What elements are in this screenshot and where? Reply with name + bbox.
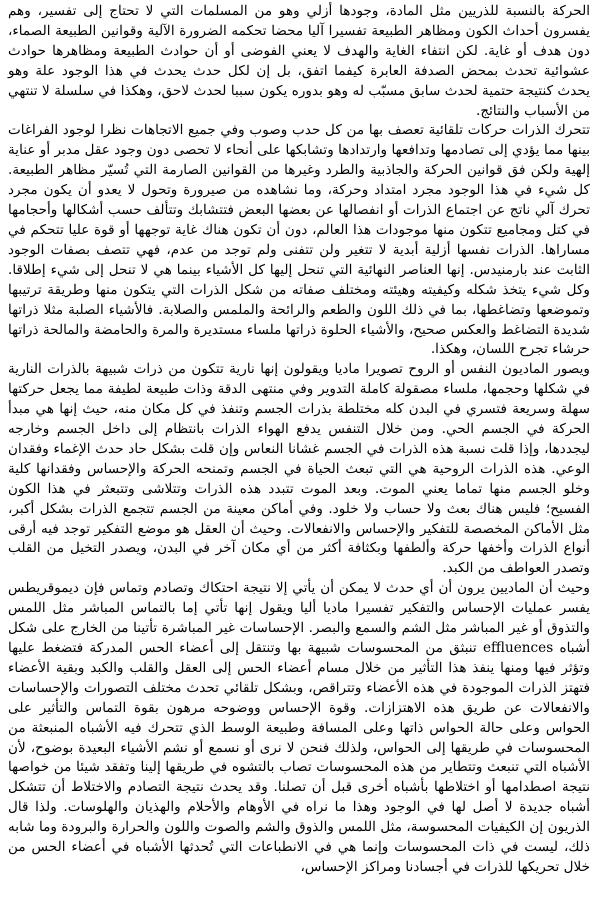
paragraph-atomism-causality: الحركة بالنسبة للذريين مثل المادة، وجودها أزلي وهو من المسلمات التي لا تحتاج إلى تفسير، وهم يفسرون أحداث الكون ومظاهر الطبيعة تفسيرا آليا محضا تحكمه الضرورة الآلية وقوانين الطبيعة الصماء، دون هدف أو غاية. لكن انتفاء الغاية والهدف لا يعني الفوضى أو أن حوادث الطبيعة ومظاهرها حوادث عشوائية تحدث بمحض الصدفة العابرة كيفما اتفق، بل إن لكل حدث يحدث في هذا الوجود علة وهو يحدث كنتيجة حتمية لحدث سابق مسبّب له وهو بدوره يكون سببا لحدث لاحق، وهكذا في سلسلة لا تنتهي من الأسباب والنتائج. bbox=[8, 3, 590, 119]
paragraph-atom-motion: تتحرك الذرات حركات تلقائية تعصف بها من كل حدب وصوب وفي جميع الاتجاهات نظرا لوجود الفراغات بينها مما يؤدي إلى تصادمها وتدافعها وارتدادها وتشابكها على أنحاء لا تحصى دون وجود عقل مدبر أو عناية إلهية ولكن فق قوانين الحركة والجاذبية والطرد وغيرها من القوانين الصارمة التي تُسيّر مظاهر الطبيعة. كل شيء في هذا الوجود مجرد امتداد وحركة، وما نشاهده من صيرورة وتحول لا يعدو أن يكون مجرد تحرك آلي ناتج عن اجتماع الذرات أو انفصالها عن بعضها البعض فتتشابك وتتألف حسب أشكالها وأحجامها في كتل ومجاميع تتكون منها موجودات هذا العالم، دون أن تكون هناك غاية توجهها أو قوة عليا تتحكم في مساراها. الذرات نفسها أزلية أبدية لا تتغير ولن تتفنى ولم توجد من عدم، فهي تتصف بصفات الوجود الثابت عند بارمنيدس. إنها العناصر النهائية التي تنحل إليها كل الأشياء بينما هي لا تنحل إلى شيء إطلاقا. وكل شيء يتخذ شكله وكيفيته وهيئته ومختلف صفاته من شكل الذرات التي يتكون منها وطريقة ترتيبها وتموضعها وتضاغطها، بما في ذلك اللون والطعم والرائحة والملمس والصلابة. فالأشياء الصلبة مثلا ذراتها شديدة التضاغط والعكس صحيح، والأشياء الحلوة ذراتها ملساء مستديرة والمرة والحامضة والمالحة ذراتها حرشاء تجرح اللسان، وهكذا. bbox=[8, 122, 590, 358]
paragraph-perception: وحيث أن الماديين يرون أن أي حدث لا يمكن أن يأتي إلا نتيجة احتكاك وتصادم وتماس فإن ديموقريطس يفسر عمليات الإحساس والتفكير تفسيرا ماديا أليا ويقول إنها تأتي إما بالتماس المباشر مثل اللمس والتذوق أو غير المباشر مثل الشم والسمع والبصر. الإحساسات غير المباشرة تأتينا من الخارج على شكل أشباه effluences تنبثق من المحسوسات شبيهة بها وتنتقل إلى أعضاء الحس المدركة فتضغط عليها وتؤثر فيها ومنها ينفذ هذا التأثير من خلال مسام أعضاء الحس إلى العقل والقلب والكبد وبقية الأعضاء فتهتز الذرات الموجودة في هذه الأعضاء وتتراقص، وبشكل تلقائي تحدث مختلف التصورات والإحساسات والانفعالات عن طريق هذه الاهتزازات. وقوة الإحساس ووضوحه مرهون بقوة التماس والتأثير على الحواس وعلى حالة الحواس ذاتها وعلى المسافة وطبيعة الوسط الذي تتحرك فيه الأشباه المنبعثة من المحسوسات في طريقها إلى الحواس، ولذلك فنحن لا نرى أو نسمع أو نشم الأشياء البعيدة بوضوح، لأن الأشباه التي تنبعث وتتطاير من هذه المحسوسات تصاب بالتشوه في طريقها إلينا وتفقد شيئا من خواصها نتيجة اصطدامها أو اختلاطها بأشباه أخرى قبل أن تصلنا. وقد يحدث نتيجة التصادم والاختلاط أن تتشكل أشباه جديدة لا أصل لها في الوجود وهذا ما نراه في الأوهام والأحلام والهذيان والهلوسات. ولذا قال الذريون إن الكيفيات المحسوسة، مثل اللمس والذوق والشم والصوت واللون والحرارة والبرودة وما شابه ذلك، ليست في ذات المحسوسات وإنما هي في الانطباعات التي تُحدثها الأشباه في أعضاء الحس من خلال تحريكها للذرات في أجسادنا ومراكز الإحساس، bbox=[8, 580, 590, 875]
paragraph-soul-atoms: ويصور الماديون النفس أو الروح تصويرا ماديا ويقولون إنها نارية تتكون من ذرات شبيهة بالذرات النارية في شكلها وحجمها، ملساء مصقولة كاملة التدوير وفي منتهى الدقة وذات طبيعة لطيفة مما يجعل حركتها سهلة وسريعة فتسري في البدن كله مختلطة بذرات الجسم وتنفذ في كل مكان منه، حيث إنها هي مبدأ الحركة في الجسم الحي. ومن خلال التنفس يدفع الهواء الذرات بانتظام إلى داخل الجسم وخارجه ليجددها، وإذا قلت نسبة هذه الذرات في الجسم غشانا النعاس وإن قلت بشكل حاد حدث الإغماء وفقدان الوعي. هذه الذرات الروحية هي التي تبعث الحياة في الجسم وتمنحه الحركة والإحساس وفقدانها كلية وخلو الجسم منها تماما يعني الموت. وبعد الموت تتبدد هذه الذرات وتتلاشى وتتبعثر في هذا الكون الفسيح؛ فليس هناك بعث ولا حساب ولا خلود. وفي أماكن معينة من الجسم تتجمع الذرات بشكل أكبر، مثل الأماكن المخصصة للتفكير والإحساس والانفعالات. وحيث أن العقل هو موضع التفكير توجد فيه أرقى أنواع الذرات وأخفها حركة وألطفها وبكثافة أكثر من أي مكان آخر في البدن، ويصدر التخيل من القلب وتصدر العواطف من الكبد. bbox=[8, 361, 590, 577]
